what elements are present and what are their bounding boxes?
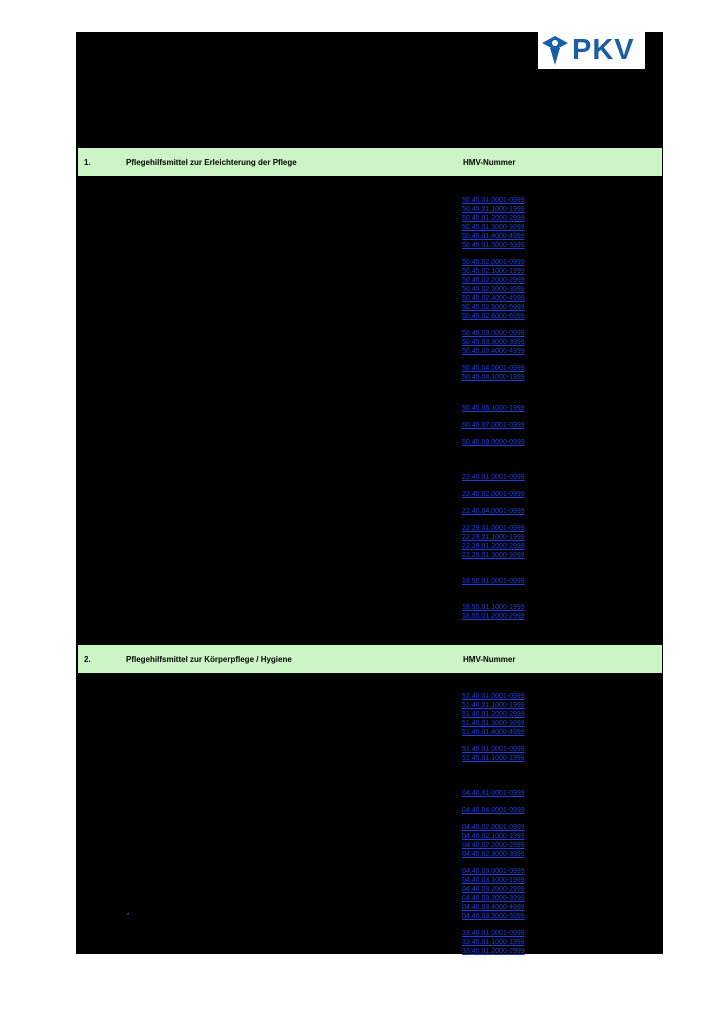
hmv-link[interactable]: 04.40.03.4000-4999 xyxy=(462,904,525,911)
column-header-hmv: HMV-Nummer xyxy=(463,157,516,167)
hmv-link[interactable]: 50.45.02.6000-6999 xyxy=(462,313,525,320)
hmv-link[interactable]: 04.40.03.1000-1999 xyxy=(462,877,525,884)
hmv-link[interactable]: 22.40.01.0001-0999 xyxy=(462,474,525,481)
hmv-link[interactable]: 22.29.01.2000-2999 xyxy=(462,543,525,550)
hmv-link[interactable]: 50.45.01.2000-2999 xyxy=(462,215,525,222)
hmv-link[interactable]: 04.40.02.1000-1999 xyxy=(462,833,525,840)
logo-text: PKV xyxy=(572,34,635,66)
hmv-link[interactable]: 22.29.01.0001-0999 xyxy=(462,525,525,532)
hmv-link[interactable]: 22.29.01.1000-1999 xyxy=(462,534,525,541)
hmv-link[interactable]: 50.45.09.0000-0999 xyxy=(462,439,525,446)
hmv-link[interactable]: 51.40.01.1000-1999 xyxy=(462,702,525,709)
hmv-link[interactable]: 51.40.01.0001-0999 xyxy=(462,693,525,700)
hmv-link[interactable]: 22.40.02.0001-0999 xyxy=(462,491,525,498)
hmv-link[interactable]: 33.40.01.2000-2999 xyxy=(462,948,525,955)
hmv-link[interactable]: 51.40.01.3000-3999 xyxy=(462,720,525,727)
hmv-link[interactable]: 50.45.02.0001-0999 xyxy=(462,259,525,266)
hmv-link[interactable]: 04.40.03.0001-0999 xyxy=(462,868,525,875)
hmv-link[interactable]: 50.45.01.5000-5999 xyxy=(462,242,525,249)
hmv-link[interactable]: 50.45.01.3000-3999 xyxy=(462,224,525,231)
hmv-link[interactable]: 50.45.03.4000-4999 xyxy=(462,348,525,355)
hmv-link[interactable]: 51.45.01.1000-1999 xyxy=(462,755,525,762)
hmv-link[interactable]: 51.40.01.4000-4999 xyxy=(462,729,525,736)
hmv-link[interactable]: 50.45.02.2000-2999 xyxy=(462,277,525,284)
hmv-link[interactable]: 33.40.01.0001-0999 xyxy=(462,930,525,937)
hmv-link[interactable]: 04.40.02.0001-0999 xyxy=(462,824,525,831)
hmv-link[interactable]: 04.40.02.3000-3999 xyxy=(462,851,525,858)
hmv-link[interactable]: 18.55.01.1000-1999 xyxy=(462,604,525,611)
bullet-marker: • xyxy=(127,912,130,918)
hmv-link[interactable]: 04.40.03.5000-5999 xyxy=(462,913,525,920)
section-header-1 xyxy=(78,148,662,176)
hmv-link[interactable]: 50.45.04.0001-0999 xyxy=(462,365,525,372)
hmv-link[interactable]: 04.40.03.2000-2999 xyxy=(462,886,525,893)
hmv-link[interactable]: 50.45.02.1000-1999 xyxy=(462,268,525,275)
pkv-logo xyxy=(538,32,645,69)
hmv-link[interactable]: 50.45.01.4000-4999 xyxy=(462,233,525,240)
hmv-link[interactable]: 33.40.01.1000-1999 xyxy=(462,939,525,946)
hmv-link[interactable]: 51.40.01.2000-2999 xyxy=(462,711,525,718)
hmv-link[interactable]: 22.29.01.3000-3999 xyxy=(462,552,525,559)
pkv-emblem-icon xyxy=(538,32,572,69)
hmv-link[interactable]: 50.45.02.4000-4999 xyxy=(462,295,525,302)
section-number: 2. xyxy=(84,654,91,664)
hmv-link[interactable]: 04.40.01.0001-0999 xyxy=(462,790,525,797)
section-title: Pflegehilfsmittel zur Erleichterung der Pflege xyxy=(126,157,297,167)
hmv-link[interactable]: 50.45.06.1000-1999 xyxy=(462,405,525,412)
hmv-link[interactable]: 50.45.07.0001-0999 xyxy=(462,422,525,429)
hmv-link[interactable]: 50.45.03.3000-3999 xyxy=(462,339,525,346)
hmv-link[interactable]: 50.45.02.5000-5999 xyxy=(462,304,525,311)
hmv-link[interactable]: 04.40.04.0001-0999 xyxy=(462,807,525,814)
section-header-2 xyxy=(78,645,662,673)
column-header-hmv: HMV-Nummer xyxy=(463,654,516,664)
hmv-link[interactable]: 22.40.04.0001-0999 xyxy=(462,508,525,515)
hmv-link[interactable]: 50.45.03.0000-0999 xyxy=(462,330,525,337)
hmv-link[interactable]: 50.45.01.0001-0999 xyxy=(462,197,525,204)
hmv-link[interactable]: 50.45.02.3000-3999 xyxy=(462,286,525,293)
hmv-link[interactable]: 50.45.04.1000-1999 xyxy=(462,374,525,381)
section-title: Pflegehilfsmittel zur Körperpflege / Hygiene xyxy=(126,654,292,664)
hmv-link[interactable]: 50.45.01.1000-1999 xyxy=(462,206,525,213)
hmv-link[interactable]: 51.45.01.0001-0999 xyxy=(462,746,525,753)
hmv-link[interactable]: 04.40.02.2000-2999 xyxy=(462,842,525,849)
section-number: 1. xyxy=(84,157,91,167)
hmv-link[interactable]: 18.55.01.2000-2999 xyxy=(462,613,525,620)
hmv-link[interactable]: 04.40.03.3000-3999 xyxy=(462,895,525,902)
hmv-link[interactable]: 18.50.01.0001-0999 xyxy=(462,578,525,585)
